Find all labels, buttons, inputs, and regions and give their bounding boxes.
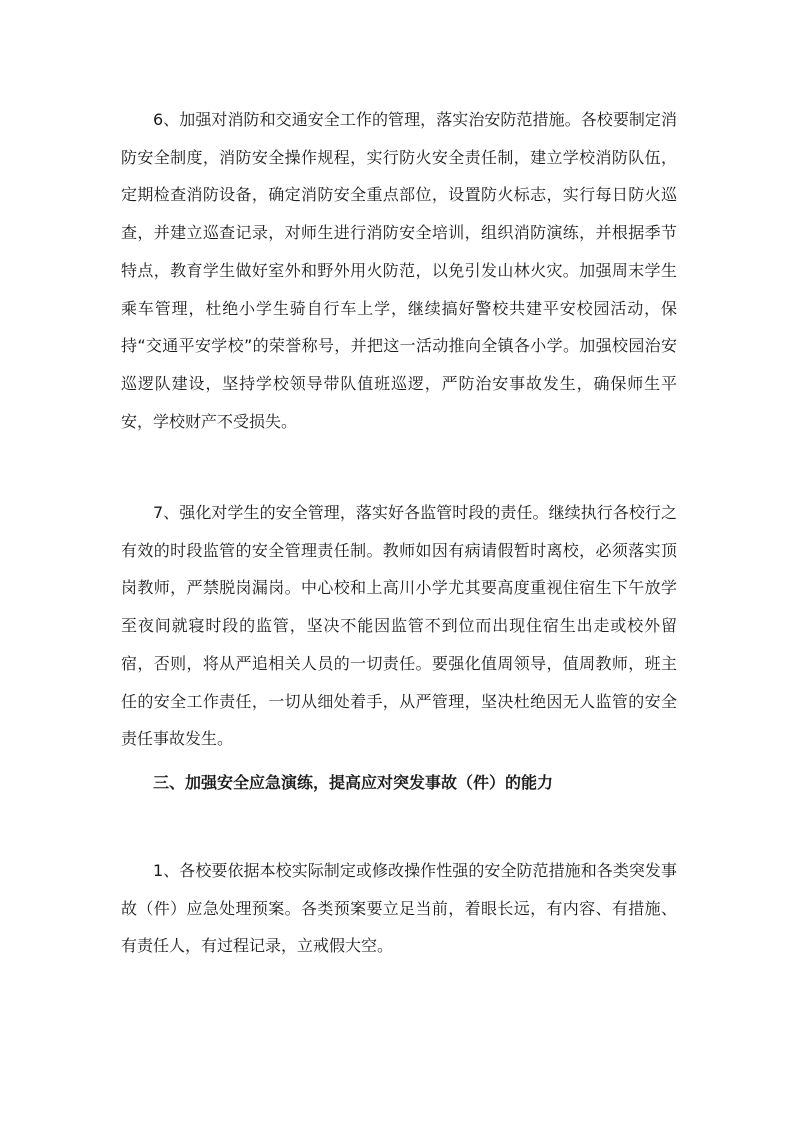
- section-heading-emergency-drills: 三、加强安全应急演练，提高应对突发事故（件）的能力: [153, 773, 554, 792]
- paragraph-student-supervision: 7、强化对学生的安全管理，落实好各监管时段的责任。继续执行各校行之有效的时段监管的安全管理责任制。教师如因有病请假暂时离校，必须落实顶岗教师，严禁脱岗漏岗。中心校和上高川小学尤其要高度重视住宿生下午放学至夜间就寝时段的监管，坚决不能因监管不到位而出现住宿生出走或校外留宿，否则，将从严追相关人员的一切责任。要强化值周领导，值周教师，班主任的安全工作责任，一切从细处着手，从严管理，坚决杜绝因无人监管的安全责任事故发生。: [121, 503, 677, 749]
- paragraph-emergency-plans: 1、各校要依据本校实际制定或修改操作性强的安全防范措施和各类突发事故（件）应急处理预案。各类预案要立足当前，着眼长远，有内容、有措施、有责任人，有过程记录，立戒假大空。: [121, 861, 677, 956]
- paragraph-fire-traffic-safety: 6、加强对消防和交通安全工作的管理，落实治安防范措施。各校要制定消防安全制度，消防安全操作规程，实行防火安全责任制，建立学校消防队伍，定期检查消防设备，确定消防安全重点部位，设置防火标志，实行每日防火巡查，并建立巡查记录，对师生进行消防安全培训，组织消防演练，并根据季节特点，教育学生做好室外和野外用火防范，以免引发山林火灾。加强周末学生乘车管理，杜绝小学生骑自行车上学，继续搞好警校共建平安校园活动，保持“交通平安学校”的荣誉称号，并把这一活动推向全镇各小学。加强校园治安巡逻队建设，坚持学校领导带队值班巡逻，严防治安事故发生，确保师生平安，学校财产不受损失。: [121, 110, 677, 431]
